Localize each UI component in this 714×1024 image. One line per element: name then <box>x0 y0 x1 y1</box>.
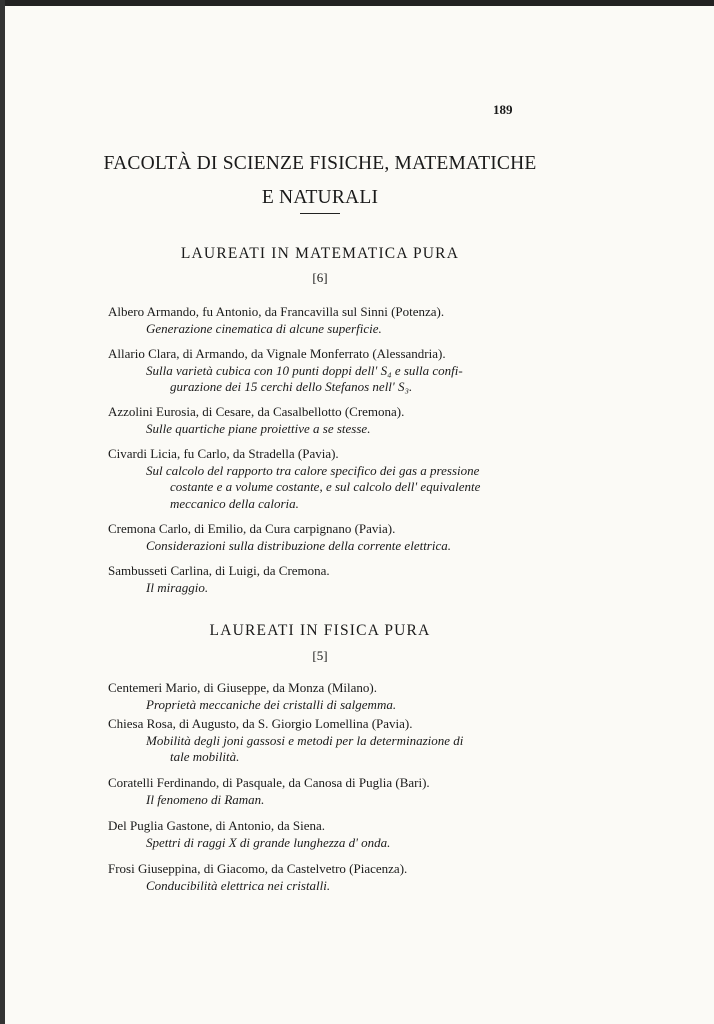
entry-frosi <box>108 861 538 894</box>
entry-thesis: Il fenomeno di Raman. <box>146 791 265 807</box>
entry-name: Sambusseti Carlina, di Luigi, da Cremona. <box>108 563 330 578</box>
entry-azzolini <box>108 404 538 437</box>
entry-name: Centemeri Mario, di Giuseppe, da Monza (Milano). <box>108 680 377 695</box>
section-heading-matematica: LAUREATI IN MATEMATICA PURA <box>180 245 460 262</box>
entry-chiesa <box>108 716 538 766</box>
entry-name: Frosi Giuseppina, di Giacomo, da Castelvetro (Piacenza). <box>108 861 408 876</box>
entry-allario <box>108 346 538 396</box>
section-count-matematica: [6] <box>312 270 328 285</box>
entry-thesis: Sul calcolo del rapporto tra calore specifico dei gas a pressione <box>146 462 480 478</box>
entry-thesis: Il miraggio. <box>146 579 209 595</box>
entry-thesis: Considerazioni sulla distribuzione della corrente elettrica. <box>146 537 451 553</box>
entry-del-puglia <box>108 818 538 851</box>
page-top-border <box>0 0 714 6</box>
entry-name: Chiesa Rosa, di Augusto, da S. Giorgio Lomellina (Pavia). <box>108 716 413 731</box>
entry-albero <box>108 304 538 337</box>
entry-thesis: Generazione cinematica di alcune superficie. <box>146 320 382 336</box>
entry-coratelli <box>108 775 538 808</box>
entry-thesis: Conducibilità elettrica nei cristalli. <box>146 877 331 893</box>
entry-thesis: Proprietà meccaniche dei cristalli di salgemma. <box>146 696 397 712</box>
entry-name: Allario Clara, di Armando, da Vignale Monferrato (Alessandria). <box>108 346 446 361</box>
title-rule <box>300 213 340 214</box>
entry-name: Cremona Carlo, di Emilio, da Cura carpignano (Pavia). <box>108 521 396 536</box>
entry-thesis-cont: costante e a volume costante, e sul calcolo dell' equivalente <box>170 479 481 494</box>
entry-thesis-cont: meccanico della caloria. <box>170 495 299 511</box>
entry-thesis: Sulla varietà cubica con 10 punti doppi dell' S₄ e sulla confi- <box>146 362 463 378</box>
entry-name: Del Puglia Gastone, di Antonio, da Siena. <box>108 818 326 833</box>
entry-name: Azzolini Eurosia, di Cesare, da Casalbellotto (Cremona). <box>108 404 405 419</box>
entry-thesis: Mobilità degli joni gassosi e metodi per la determinazione di <box>146 732 464 748</box>
faculty-title <box>0 147 640 215</box>
entry-sambusseti <box>108 563 538 596</box>
entry-name: Albero Armando, fu Antonio, da Francavilla sul Sinni (Potenza). <box>108 304 445 319</box>
entry-name: Coratelli Ferdinando, di Pasquale, da Canosa di Puglia (Bari). <box>108 775 430 790</box>
entry-thesis-cont: tale mobilità. <box>170 749 240 764</box>
entry-thesis-cont: gurazione dei 15 cerchi dello Stefanos nell' S₃. <box>170 379 413 394</box>
entry-civardi <box>108 446 538 512</box>
page-number: 189 <box>493 102 513 117</box>
faculty-title-line2: E NATURALI <box>261 187 379 208</box>
section-count-fisica: [5] <box>312 648 328 663</box>
entry-name: Civardi Licia, fu Carlo, da Stradella (Pavia). <box>108 446 339 461</box>
entry-thesis: Spettri di raggi X di grande lunghezza d' onda. <box>146 834 391 850</box>
entry-thesis: Sulle quartiche piane proiettive a se stesse. <box>146 420 371 436</box>
entry-centemeri <box>108 680 538 713</box>
faculty-title-line1: FACOLTÀ DI SCIENZE FISICHE, MATEMATICHE <box>103 153 537 174</box>
entry-cremona <box>108 521 538 554</box>
section-heading-fisica: LAUREATI IN FISICA PURA <box>209 622 431 639</box>
